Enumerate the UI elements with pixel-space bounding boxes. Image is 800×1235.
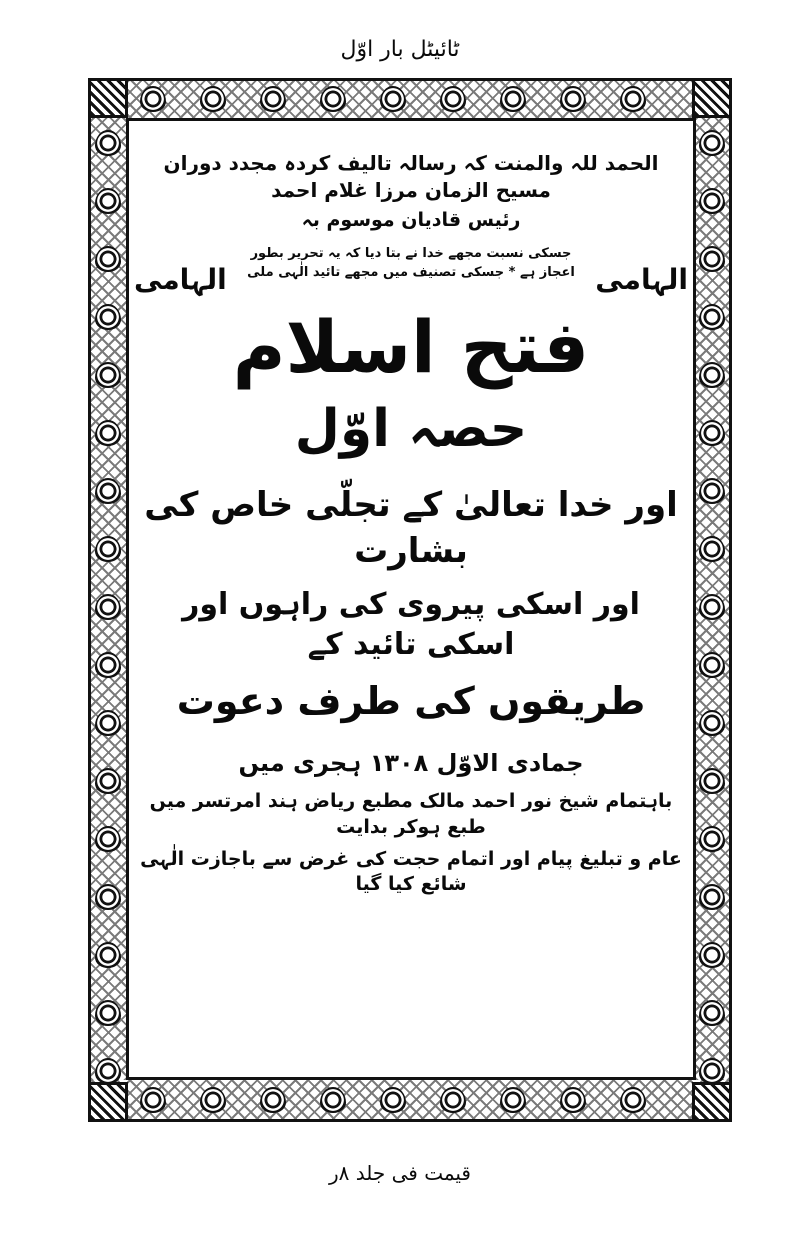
floral-motif	[200, 1087, 226, 1113]
body-line-2: اور اسکی پیروی کی راہوں اور اسکی تائید کے	[182, 586, 640, 663]
floral-motif	[699, 768, 725, 794]
floral-motif	[200, 86, 226, 112]
floral-motif	[95, 1000, 121, 1026]
page-content	[134, 150, 688, 898]
floral-motif	[620, 1087, 646, 1113]
floral-motif	[95, 478, 121, 504]
floral-motif	[260, 86, 286, 112]
floral-motif	[95, 420, 121, 446]
floral-motif	[380, 86, 406, 112]
floral-motif	[560, 86, 586, 112]
edition-note: ٹائیٹل بار اوّل	[340, 37, 460, 62]
intro-line-1: الحمد للہ والمنت کہ رسالہ تالیف کردہ مجدد دوران مسیح الزمان مرزا غلام احمد	[163, 151, 659, 202]
floral-motif	[699, 246, 725, 272]
floral-motif	[699, 884, 725, 910]
corner-ornament	[692, 1082, 732, 1122]
floral-motif	[500, 1087, 526, 1113]
date-line: جمادی الاوّل ۱۳۰۸ ہجری میں	[238, 748, 584, 777]
floral-motif	[440, 1087, 466, 1113]
floral-motif	[699, 1058, 725, 1084]
floral-motif	[95, 188, 121, 214]
book-title: فتح اسلام	[232, 305, 590, 390]
floral-motif	[95, 130, 121, 156]
publisher-line-1: باہتمام شیخ نور احمد مالک مطبع ریاض ہند امرتسر میں طبع ہوکر بدایت	[149, 790, 673, 838]
corner-ornament	[88, 78, 128, 118]
floral-motif	[699, 420, 725, 446]
floral-motif	[95, 768, 121, 794]
floral-motif	[260, 1087, 286, 1113]
floral-motif	[95, 652, 121, 678]
side-label-right: الہامی	[595, 262, 688, 296]
floral-motif	[699, 478, 725, 504]
body-line-3: طریقوں کی طرف دعوت	[176, 678, 646, 723]
floral-motif	[140, 86, 166, 112]
inscription-row	[134, 244, 688, 298]
floral-motif	[620, 86, 646, 112]
side-label-left: الہامی	[134, 262, 227, 296]
floral-motif	[95, 1058, 121, 1084]
floral-motif	[699, 130, 725, 156]
floral-motif	[699, 304, 725, 330]
floral-motif	[699, 1000, 725, 1026]
floral-motif	[95, 826, 121, 852]
floral-motif	[699, 536, 725, 562]
floral-motif	[500, 86, 526, 112]
part-label: حصہ اوّل	[294, 399, 528, 460]
corner-ornament	[692, 78, 732, 118]
floral-motif	[320, 1087, 346, 1113]
floral-motif	[95, 362, 121, 388]
floral-motif	[699, 826, 725, 852]
body-line-1: اور خدا تعالیٰ کے تجلّی خاص کی بشارت	[144, 484, 678, 571]
price: قیمت فی جلد ۸ر	[328, 1161, 471, 1185]
floral-motif	[95, 942, 121, 968]
floral-motif	[95, 710, 121, 736]
floral-motif	[95, 304, 121, 330]
floral-motif	[320, 86, 346, 112]
floral-motif	[699, 652, 725, 678]
floral-motif	[699, 594, 725, 620]
floral-motif	[699, 362, 725, 388]
floral-motif	[95, 594, 121, 620]
floral-motif	[95, 246, 121, 272]
floral-motif	[95, 884, 121, 910]
floral-motif	[699, 710, 725, 736]
floral-motif	[140, 1087, 166, 1113]
floral-motif	[95, 536, 121, 562]
intro-line-2: رئیس قادیان موسوم بہ	[301, 209, 521, 231]
floral-motif	[440, 86, 466, 112]
floral-motif	[699, 188, 725, 214]
floral-motif	[560, 1087, 586, 1113]
publisher-line-2: عام و تبلیغ پیام اور اتمام حجت کی غرض سے باجازت الٰہی شائع کیا گیا	[140, 847, 682, 896]
floral-motif	[699, 942, 725, 968]
floral-motif	[380, 1087, 406, 1113]
arc-text: جسکی نسبت مجھے خدا نے بتا دیا کہ یہ تحریر بطور اعجاز ہے * جسکی تصنیف میں مجھے تائید الٰہی ملی	[247, 245, 575, 281]
corner-ornament	[88, 1082, 128, 1122]
